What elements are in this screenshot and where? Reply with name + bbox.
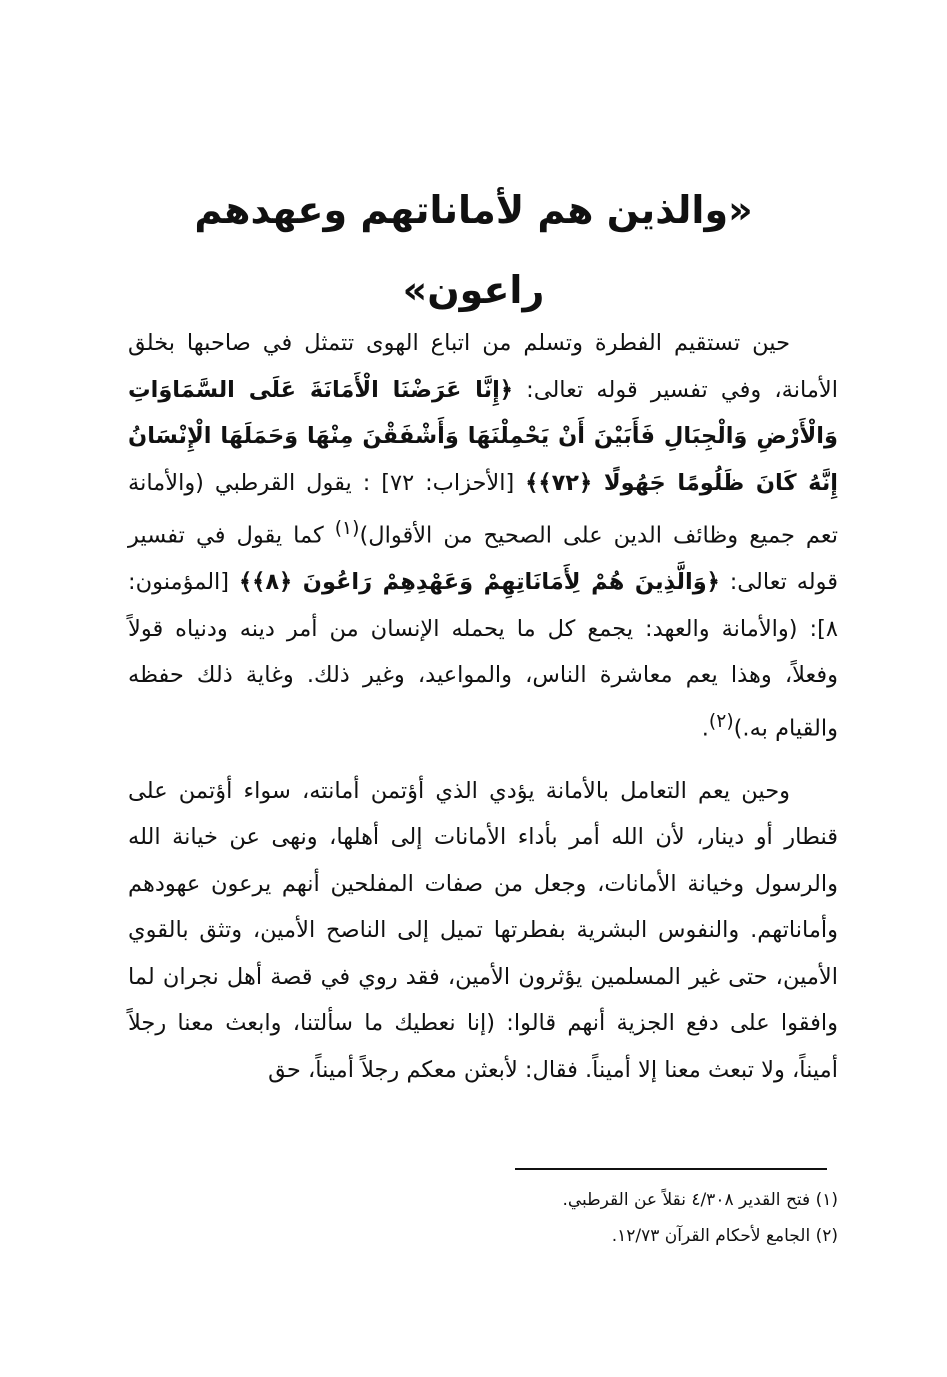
paragraph-1-text-c: كما يقول في تفسير قوله تعالى: — [128, 522, 839, 595]
paragraph-1-end: . — [701, 715, 709, 741]
footnote-separator — [515, 1168, 827, 1170]
page-title: «والذين هم لأماناتهم وعهدهم راعون» — [194, 188, 753, 312]
paragraph-1 — [128, 320, 838, 752]
footnote-marker-2: (٢) — [708, 710, 734, 732]
paragraph-1-text-a: حين تستقيم الفطرة وتسلم من اتباع الهوى تتمثل في صاحبها بخلق الأمانة، وفي تفسير قوله تعالى: — [128, 330, 838, 403]
paragraph-2: وحين يعم التعامل بالأمانة يؤدي الذي أؤتمن أمانته، سواء أؤتمن على قنطار أو دينار، لأن الله أمر بأداء الأمانات إلى أهلها، ونهى عن خيانة الله والرسول وخيانة الأمانات، وجعل من صفات المفلحين أنهم يرعون عهودهم وأماناتهم. والنفوس البشرية بفطرتها تميل إلى الناصح الأمين، وتثق بالقوي الأمين، حتى غير المسلمين يؤثرون الأمين، فقد روي في قصة أهل نجران لما وافقوا على دفع الجزية أنهم قالوا: (إنا نعطيك ما سألتنا، وابعث معنا رجلاً أميناً، ولا تبعث معنا إلا أميناً. فقال: لأبعثن معكم رجلاً أميناً، حق — [128, 777, 838, 1083]
footnote-1: (١) فتح القدير ٤/٣٠٨ نقلاً عن القرطبي. — [562, 1190, 838, 1210]
main-text — [128, 320, 838, 1093]
footnote-2: (٢) الجامع لأحكام القرآن ١٢/٧٣. — [611, 1226, 838, 1246]
paragraph-1-text-b: [الأحزاب: ٧٢] : يقول القرطبي (والأمانة تعم جميع وظائف الدين على الصحيح من الأقوال) — [128, 469, 838, 549]
quran-verse-ahzab: ﴿إِنَّا عَرَضْنَا الْأَمَانَةَ عَلَى السَّمَاوَاتِ وَالْأَرْضِ وَالْجِبَالِ فَأَبَيْنَ أَنْ يَحْمِلْنَهَا وَأَشْفَقْنَ مِنْهَا وَحَمَلَهَا الْإِنْسَانُ إِنَّهُ كَانَ ظَلُومًا جَهُولًا ﴿٧٢﴾﴾ — [128, 376, 838, 496]
quran-verse-muminun: ﴿وَالَّذِينَ هُمْ لِأَمَانَاتِهِمْ وَعَهْدِهِمْ رَاعُونَ ﴿٨﴾﴾ — [238, 569, 720, 595]
paragraph-1-text-d: [المؤمنون: ٨]: (والأمانة والعهد: يجمع كل ما يحمله الإنسان من أمر دينه ودنياه قولاً وفعلاً، وهذا يعم معاشرة الناس، والمواعيد، وغير ذلك. وغاية ذلك حفظه والقيام به.) — [128, 569, 838, 741]
footnotes — [128, 1182, 838, 1254]
footnote-marker-1: (١) — [334, 518, 360, 539]
